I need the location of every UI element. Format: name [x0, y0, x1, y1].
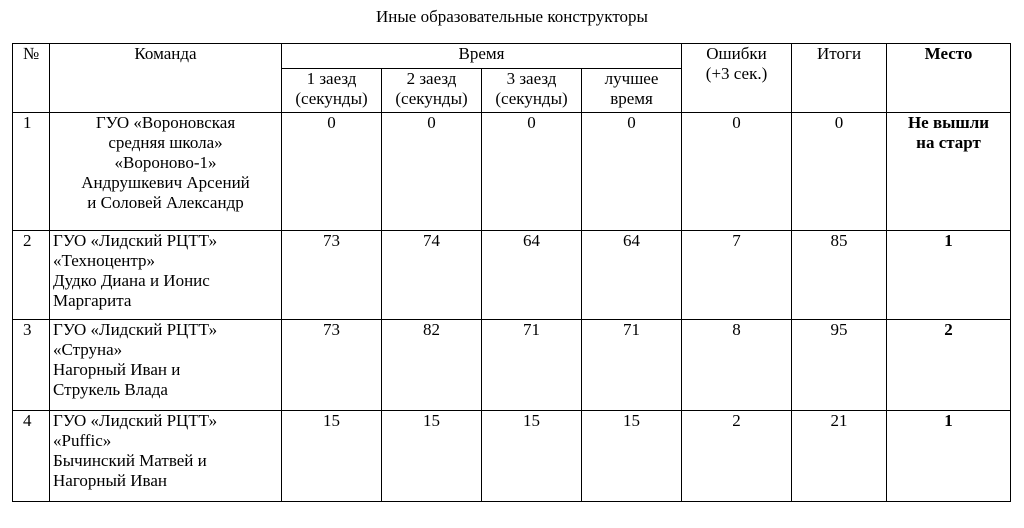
header-run1-line: (секунды) — [295, 89, 368, 108]
place-line: 1 — [944, 411, 953, 430]
cell-run2: 0 — [382, 113, 482, 231]
table-row — [13, 320, 1011, 411]
cell-run2: 15 — [382, 411, 482, 502]
team-line: Нагорный Иван и — [53, 360, 181, 379]
cell-team — [50, 411, 282, 502]
table-row — [13, 411, 1011, 502]
cell-run2: 82 — [382, 320, 482, 411]
cell-run3: 0 — [482, 113, 582, 231]
cell-errors: 8 — [682, 320, 792, 411]
team-line: Дудко Диана и Ионис — [53, 271, 210, 290]
cell-team — [50, 231, 282, 320]
header-best-line: лучшее — [604, 69, 659, 88]
cell-errors: 0 — [682, 113, 792, 231]
cell-num: 2 — [13, 231, 50, 320]
table-row — [13, 113, 1011, 231]
place-line: 1 — [944, 231, 953, 250]
cell-place — [887, 411, 1011, 502]
cell-best: 15 — [582, 411, 682, 502]
header-place: Место — [887, 44, 1011, 113]
cell-run3: 71 — [482, 320, 582, 411]
header-run2-line: (секунды) — [395, 89, 468, 108]
header-run3-line: 3 заезд — [506, 69, 557, 88]
header-run1-line: 1 заезд — [306, 69, 357, 88]
cell-total: 21 — [792, 411, 887, 502]
place-line: Не вышли — [907, 113, 990, 132]
cell-place — [887, 113, 1011, 231]
cell-num: 1 — [13, 113, 50, 231]
header-errors-line: Ошибки — [706, 44, 767, 63]
cell-num: 4 — [13, 411, 50, 502]
place-line: 2 — [944, 320, 953, 339]
cell-team — [50, 113, 282, 231]
team-line: ГУО «Лидский РЦТТ» — [53, 320, 218, 339]
header-run3 — [482, 69, 582, 113]
cell-best: 0 — [582, 113, 682, 231]
results-table — [12, 43, 1011, 502]
header-run2-line: 2 заезд — [406, 69, 457, 88]
cell-place — [887, 231, 1011, 320]
header-total: Итоги — [792, 44, 887, 113]
cell-run2: 74 — [382, 231, 482, 320]
table-row — [13, 231, 1011, 320]
cell-best: 64 — [582, 231, 682, 320]
cell-run3: 15 — [482, 411, 582, 502]
team-line: Бычинский Матвей и — [53, 451, 207, 470]
header-best-line: время — [610, 89, 653, 108]
team-line: ГУО «Лидский РЦТТ» — [53, 411, 218, 430]
team-line: и Соловей Александр — [87, 193, 244, 212]
cell-run3: 64 — [482, 231, 582, 320]
team-line: ГУО «Лидский РЦТТ» — [53, 231, 218, 250]
cell-total: 0 — [792, 113, 887, 231]
cell-team — [50, 320, 282, 411]
place-line: на старт — [916, 133, 981, 152]
team-line: «Техноцентр» — [53, 251, 156, 270]
header-run2 — [382, 69, 482, 113]
cell-run1: 15 — [282, 411, 382, 502]
header-best — [582, 69, 682, 113]
header-errors-line: (+3 сек.) — [705, 64, 768, 83]
header-run3-line: (секунды) — [495, 89, 568, 108]
team-line: Струкель Влада — [53, 380, 168, 399]
cell-run1: 73 — [282, 231, 382, 320]
team-line: «Puffic» — [53, 431, 112, 450]
team-line: Маргарита — [53, 291, 132, 310]
cell-errors: 7 — [682, 231, 792, 320]
header-team: Команда — [50, 44, 282, 113]
cell-num: 3 — [13, 320, 50, 411]
header-row — [13, 44, 1011, 69]
cell-total: 95 — [792, 320, 887, 411]
cell-errors: 2 — [682, 411, 792, 502]
team-line: ГУО «Вороновская — [95, 113, 236, 132]
cell-total: 85 — [792, 231, 887, 320]
header-num: № — [13, 44, 50, 113]
header-run1 — [282, 69, 382, 113]
team-line: Нагорный Иван — [53, 471, 167, 490]
team-line: средняя школа» — [108, 133, 223, 152]
cell-run1: 73 — [282, 320, 382, 411]
cell-place — [887, 320, 1011, 411]
team-line: «Вороново-1» — [114, 153, 217, 172]
cell-run1: 0 — [282, 113, 382, 231]
document-title: Иные образовательные конструкторы — [376, 7, 648, 26]
header-errors — [682, 44, 792, 113]
cell-best: 71 — [582, 320, 682, 411]
header-time: Время — [282, 44, 682, 69]
team-line: Андрушкевич Арсений — [81, 173, 250, 192]
team-line: «Струна» — [53, 340, 123, 359]
